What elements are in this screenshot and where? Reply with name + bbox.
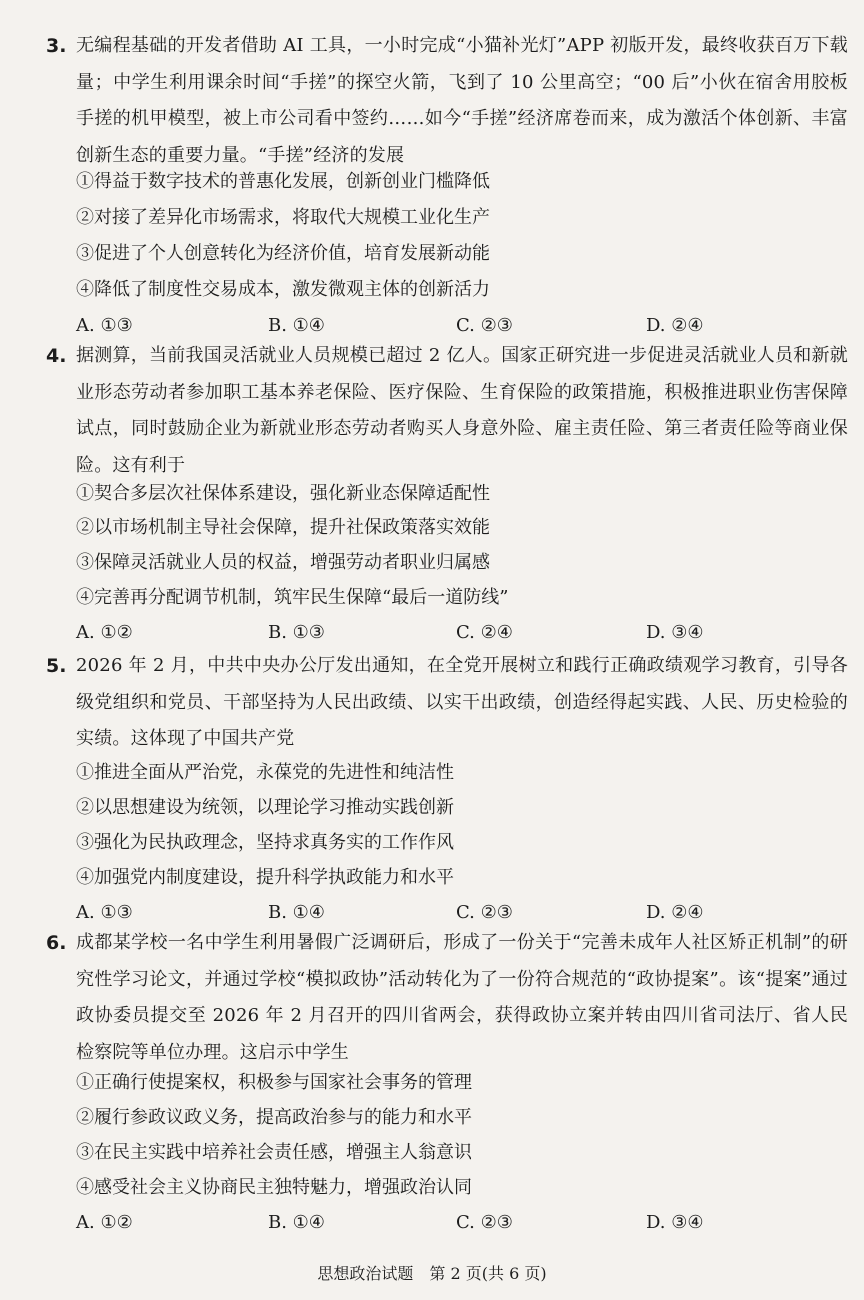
choice-d[interactable]: D. ②④ — [646, 902, 704, 923]
choice-c[interactable]: C. ②④ — [456, 622, 513, 643]
choice-b[interactable]: B. ①③ — [268, 622, 325, 643]
choice-c[interactable]: C. ②③ — [456, 902, 513, 923]
question-stem: 无编程基础的开发者借助 AI 工具，一小时完成“小猫补光灯”APP 初版开发，最终收获百万下载量；中学生利用课余时间“手搓”的探空火箭，飞到了 10 公里高空；“00 后”小伙在宿舍用胶板手搓的机甲模型，被上市公司看中签约……如今“手搓”经济席卷而来，成为激活个体创新、丰富创新生态的重要力量。“手搓”经济的发展 — [76, 35, 848, 166]
statement-1: ①推进全面从严治党，永葆党的先进性和纯洁性 — [76, 762, 454, 783]
statement-3: ③强化为民执政理念，坚持求真务实的工作作风 — [76, 832, 454, 853]
answer-choices — [76, 615, 856, 651]
statement-1: ①得益于数字技术的普惠化发展，创新创业门槛降低 — [76, 171, 490, 192]
question-number: 3. — [46, 35, 67, 57]
statement-3: ③在民主实践中培养社会责任感，增强主人翁意识 — [76, 1142, 472, 1163]
question-number: 4. — [46, 345, 67, 367]
choice-a[interactable]: A. ①② — [76, 1212, 133, 1233]
choice-a[interactable]: A. ①③ — [76, 902, 133, 923]
statement-2: ②对接了差异化市场需求，将取代大规模工业化生产 — [76, 207, 490, 228]
statement-1: ①契合多层次社保体系建设，强化新业态保障适配性 — [76, 483, 490, 504]
choice-c[interactable]: C. ②③ — [456, 1212, 513, 1233]
statement-2: ②以市场机制主导社会保障，提升社保政策落实效能 — [76, 517, 490, 538]
statement-2: ②以思想建设为统领，以理论学习推动实践创新 — [76, 797, 454, 818]
choice-b[interactable]: B. ①④ — [268, 902, 325, 923]
choice-a[interactable]: A. ①② — [76, 622, 133, 643]
statement-4: ④加强党内制度建设，提升科学执政能力和水平 — [76, 867, 454, 888]
question-number: 5. — [46, 655, 67, 677]
choice-d[interactable]: D. ③④ — [646, 1212, 704, 1233]
choice-c[interactable]: C. ②③ — [456, 315, 513, 336]
question-stem: 成都某学校一名中学生利用暑假广泛调研后，形成了一份关于“完善未成年人社区矫正机制”的研究性学习论文，并通过学校“模拟政协”活动转化为了一份符合规范的“政协提案”。该“提案”通过政协委员提交至 2026 年 2 月召开的四川省两会，获得政协立案并转由四川省司法厅、省人民检察院等单位办理。这启示中学生 — [76, 932, 848, 1063]
choice-a[interactable]: A. ①③ — [76, 315, 133, 336]
answer-choices — [76, 1205, 856, 1241]
question-stem: 2026 年 2 月，中共中央办公厅发出通知，在全党开展树立和践行正确政绩观学习教育，引导各级党组织和党员、干部坚持为人民出政绩、以实干出政绩，创造经得起实践、人民、历史检验的实绩。这体现了中国共产党 — [76, 655, 848, 749]
choice-d[interactable]: D. ②④ — [646, 315, 704, 336]
choice-b[interactable]: B. ①④ — [268, 1212, 325, 1233]
statement-1: ①正确行使提案权，积极参与国家社会事务的管理 — [76, 1072, 472, 1093]
statement-3: ③保障灵活就业人员的权益，增强劳动者职业归属感 — [76, 552, 490, 573]
question-stem: 据测算，当前我国灵活就业人员规模已超过 2 亿人。国家正研究进一步促进灵活就业人员和新就业形态劳动者参加职工基本养老保险、医疗保险、生育保险的政策措施，积极推进职业伤害保障试点，同时鼓励企业为新就业形态劳动者购买人身意外险、雇主责任险、第三者责任险等商业保险。这有利于 — [76, 345, 848, 476]
statement-4: ④感受社会主义协商民主独特魅力，增强政治认同 — [76, 1177, 472, 1198]
statement-4: ④完善再分配调节机制，筑牢民生保障“最后一道防线” — [76, 587, 509, 608]
statement-2: ②履行参政议政义务，提高政治参与的能力和水平 — [76, 1107, 472, 1128]
page-footer: 思想政治试题 第 2 页(共 6 页) — [317, 1264, 547, 1283]
choice-d[interactable]: D. ③④ — [646, 622, 704, 643]
statement-3: ③促进了个人创意转化为经济价值，培育发展新动能 — [76, 243, 490, 264]
choice-b[interactable]: B. ①④ — [268, 315, 325, 336]
statement-4: ④降低了制度性交易成本，激发微观主体的创新活力 — [76, 279, 490, 300]
question-number: 6. — [46, 932, 67, 954]
